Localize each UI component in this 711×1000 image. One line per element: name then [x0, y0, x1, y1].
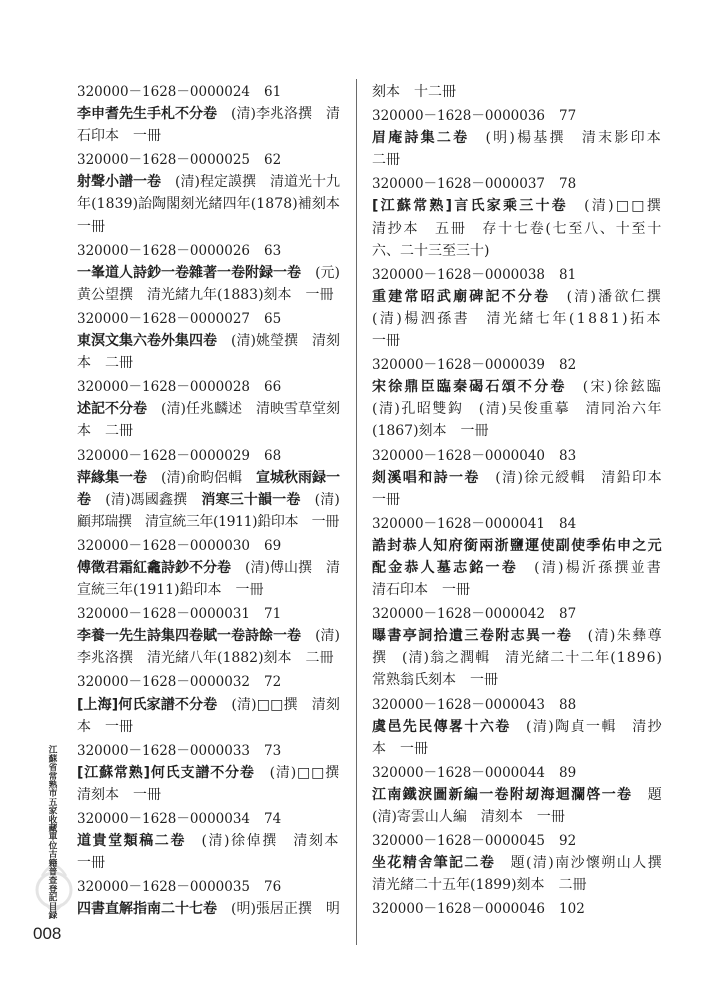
entry-line [372, 467, 663, 489]
record-id: 320000－1628－0000034 [77, 811, 251, 827]
sequence-number: 71 [264, 606, 282, 623]
entry-line [372, 852, 663, 874]
entry-text: (清)朱彝尊 [572, 628, 663, 645]
sequence-number: 68 [264, 447, 282, 464]
catalog-entry [77, 240, 340, 306]
entry-line [77, 647, 340, 669]
record-id: 320000－1628－0000046 [372, 901, 546, 918]
entry-title: 曝書亭詞拾遺三卷附志異一卷 [372, 628, 573, 645]
entry-line [77, 898, 340, 920]
catalog-entry [77, 445, 340, 533]
entry-title: 宋徐鼎臣臨秦碣石頌不分卷 [372, 379, 567, 396]
entry-line [372, 579, 663, 601]
entry-line [372, 218, 663, 240]
entry-text: (清)程定謨撰 清道光十九 [161, 174, 340, 191]
entry-title: 道貴堂類稿二卷 [77, 833, 186, 850]
entry-text: 顧邦瑞撰 清宣統三年(1911)鉛印本 一冊 [77, 513, 339, 530]
entry-text: 石印本 一冊 [77, 128, 161, 145]
entry-line [77, 352, 340, 374]
entry-line [77, 330, 340, 352]
catalog-entry [77, 535, 340, 601]
record-id-line [77, 240, 340, 262]
entry-text: (清)任兆麟述 清映雪草堂刻 [147, 401, 340, 418]
entry-line [77, 852, 340, 874]
entry-text: (清)李兆洛撰 清 [217, 106, 340, 123]
entry-line [77, 716, 340, 738]
catalog-entry [372, 830, 663, 896]
entry-line [372, 240, 663, 262]
entry-text: (清)□□撰 清刻 [217, 696, 340, 713]
record-id: 320000－1628－0000035 [77, 879, 251, 896]
entry-text: 一冊 [372, 491, 400, 508]
entry-text: (清)孔昭雙鈎 (清)吴俊重摹 清同治六年 [372, 401, 663, 418]
entry-title: [江蘇常熟]何氏支譜不分卷 [77, 764, 255, 781]
record-id-line [372, 445, 663, 467]
record-id-line [372, 694, 663, 716]
entry-line [372, 669, 663, 691]
record-id-line [77, 445, 340, 467]
entry-text: (清)俞畇侶輯 [147, 469, 256, 486]
record-id-line [77, 603, 340, 625]
entry-text: 清光緒二十五年(1899)刻本 二冊 [372, 877, 587, 894]
record-id-line [372, 898, 663, 920]
running-head: 江蘇省常熟市五家收藏單位古籍普查登記目録 [47, 745, 57, 919]
sequence-number: 76 [264, 879, 282, 896]
entry-text: (清)潘欲仁撰 [550, 288, 663, 305]
entry-line [372, 376, 663, 398]
entry-text: 黄公望撰 清光緒九年(1883)刻本 一冊 [77, 286, 334, 303]
record-id: 320000－1628－0000029 [77, 447, 251, 464]
sequence-number: 65 [264, 310, 282, 327]
record-id-line [372, 354, 663, 376]
entry-title: 傅徵君霜紅龕詩鈔不分卷 [77, 559, 232, 576]
entry-title: [上海]何氏家譜不分卷 [77, 696, 218, 713]
record-id: 320000－1628－0000038 [372, 266, 546, 283]
sequence-number: 102 [559, 901, 585, 918]
record-id-line [372, 264, 663, 286]
entry-line [372, 420, 663, 442]
entry-title: 剡溪唱和詩一卷 [372, 469, 480, 486]
entry-line [77, 625, 340, 647]
entry-line [372, 557, 663, 579]
sequence-number: 63 [264, 242, 282, 259]
entry-text: (清)傅山撰 清 [231, 559, 340, 576]
record-id-line [372, 762, 663, 784]
catalog-entry [372, 762, 663, 828]
entry-title: 江南鐵淚圖新編一卷附刼海迴瀾啓一卷 [372, 786, 633, 803]
record-id: 320000－1628－0000042 [372, 606, 546, 623]
sequence-number: 73 [264, 742, 282, 759]
record-id-line [372, 513, 663, 535]
catalog-entry [77, 740, 340, 806]
entry-text: (明)張居正撰 明 [217, 901, 340, 918]
record-id-line [372, 603, 663, 625]
entry-text: 本 一冊 [372, 740, 428, 757]
entry-text: (清)徐倬撰 清刻本 [185, 833, 340, 850]
entry-line [372, 398, 663, 420]
catalog-entry [77, 876, 340, 920]
entry-line [372, 127, 663, 149]
sequence-number: 74 [264, 811, 282, 827]
catalog-entry [372, 898, 663, 920]
entry-line [372, 81, 663, 103]
entry-title: 消寒三十韻一卷 [201, 491, 301, 508]
entry-text: (清)馮國鑫撰 [91, 491, 202, 508]
record-id: 320000－1628－0000045 [372, 833, 546, 850]
entry-line [77, 557, 340, 579]
entry-line [77, 694, 340, 716]
entry-text: 一冊 [372, 333, 400, 350]
entry-title: 誥封恭人知府銜兩浙鹽運使副使季佑申之元 [372, 537, 663, 554]
sequence-number: 83 [559, 447, 577, 464]
entry-line [372, 625, 663, 647]
entry-title: 東溟文集六卷外集四卷 [77, 333, 218, 350]
entry-line [372, 806, 663, 828]
sequence-number: 89 [559, 764, 577, 781]
entry-continuation [372, 81, 663, 103]
entry-text: 本 二冊 [77, 423, 133, 440]
entry-line [77, 171, 340, 193]
catalog-entry [77, 376, 340, 442]
record-id-line [77, 876, 340, 898]
record-id: 320000－1628－0000040 [372, 447, 546, 464]
record-id: 320000－1628－0000026 [77, 242, 251, 259]
entry-line [77, 784, 340, 806]
catalog-entry [372, 513, 663, 601]
record-id: 320000－1628－0000039 [372, 357, 546, 374]
entry-line [372, 489, 663, 511]
catalog-entry [372, 445, 663, 511]
sequence-number: 84 [559, 515, 577, 532]
entry-text: (清)楊沂孫撰並書 [517, 559, 663, 576]
entry-line [77, 125, 340, 147]
entry-text: 六、二十三至三十) [372, 242, 490, 259]
entry-title: [江蘇常熟]言氏家乘三十卷 [372, 198, 568, 215]
entry-text: 本 一冊 [77, 718, 133, 735]
record-id: 320000－1628－0000044 [372, 764, 546, 781]
record-id: 320000－1628－0000041 [372, 515, 546, 532]
entry-line [372, 330, 663, 352]
record-id: 320000－1628－0000043 [372, 696, 546, 713]
entry-text: (清)姚瑩撰 清刻 [217, 333, 340, 350]
entry-text: (宋)徐鉉臨 [566, 379, 663, 396]
entry-text: 題 [632, 786, 663, 803]
entry-title: 李申耆先生手札不分卷 [77, 106, 218, 123]
entry-line [77, 467, 340, 489]
entry-line [77, 762, 340, 784]
entry-line [77, 420, 340, 442]
record-id: 320000－1628－0000037 [372, 176, 546, 193]
entry-text: 清刻本 一冊 [77, 786, 161, 803]
entry-line [372, 308, 663, 330]
record-id-line [77, 535, 340, 557]
catalog-entry [77, 808, 340, 874]
entry-text: 一冊 [77, 218, 105, 235]
entry-text: 題(清)南沙懷朔山人撰 [495, 855, 663, 872]
entry-line [372, 738, 663, 760]
entry-title: 李養一先生詩集四卷賦一卷詩餘一卷 [77, 628, 302, 645]
entry-text: 一冊 [77, 855, 105, 872]
catalog-entry [77, 308, 340, 374]
entry-text: (清) [300, 491, 340, 508]
entry-text: (清)寄雲山人編 清刻本 一冊 [372, 809, 565, 825]
entry-text: 年(1839)詒陶閣刻光緒四年(1878)補刻本 [77, 196, 340, 213]
entry-text: 清抄本 五冊 存十七卷(七至八、十至十 [372, 220, 663, 237]
entry-text: (清)□□撰 [567, 198, 663, 215]
catalog-entry [372, 264, 663, 352]
sequence-number: 81 [559, 266, 577, 283]
entry-text: 刻本 十二冊 [372, 84, 456, 100]
sequence-number: 62 [264, 152, 282, 169]
entry-line [77, 103, 340, 125]
entry-line [77, 489, 340, 511]
record-id-line [77, 81, 340, 103]
sequence-number: 69 [264, 537, 282, 554]
catalog-column-left [77, 81, 340, 922]
entry-line [77, 511, 340, 533]
catalog-entry [372, 354, 663, 442]
record-id-line [372, 173, 663, 195]
entry-line [77, 284, 340, 306]
sequence-number: 78 [559, 176, 577, 193]
catalog-entry [77, 603, 340, 669]
entry-text: (清)楊泗孫書 清光緒七年(1881)拓本 [372, 310, 663, 327]
catalog-entry [372, 603, 663, 691]
entry-text: (清)徐元綬輯 清鉛印本 [479, 469, 663, 486]
entry-title: 坐花精舍筆記二卷 [372, 855, 496, 872]
record-id-line [372, 830, 663, 852]
catalog-entry [372, 105, 663, 171]
entry-title: 一峯道人詩鈔一卷雜著一卷附録一卷 [77, 264, 302, 281]
page-number: 008 [33, 924, 62, 943]
record-id: 320000－1628－0000028 [77, 379, 251, 396]
catalog-entry [77, 81, 340, 147]
catalog-entry [372, 173, 663, 261]
entry-title: 宣城秋雨録一 [255, 469, 340, 486]
entry-title: 射聲小譜一卷 [77, 174, 162, 191]
record-id: 320000－1628－0000027 [77, 310, 251, 327]
entry-line [372, 286, 663, 308]
entry-title: 重建常昭武廟碑記不分卷 [372, 288, 551, 305]
entry-line [372, 195, 663, 217]
catalog-column-right [372, 81, 663, 922]
entry-line [372, 716, 663, 738]
record-id-line [77, 376, 340, 398]
entry-text: (清) [301, 628, 340, 645]
record-id-line [372, 105, 663, 127]
sequence-number: 66 [264, 379, 282, 396]
column-divider [356, 79, 357, 945]
entry-line [77, 216, 340, 238]
entry-line [77, 579, 340, 601]
record-id-line [77, 149, 340, 171]
entry-text: (1867)刻本 一冊 [372, 423, 489, 440]
entry-line [372, 647, 663, 669]
entry-line [77, 193, 340, 215]
sequence-number: 77 [559, 108, 577, 125]
record-id-line [77, 308, 340, 330]
sequence-number: 92 [559, 833, 577, 850]
entry-title: 萍緣集一卷 [77, 469, 148, 486]
sequence-number: 61 [264, 84, 282, 100]
entry-text: (清)陶貞一輯 清抄 [510, 718, 663, 735]
sequence-number: 87 [559, 606, 577, 623]
record-id: 320000－1628－0000025 [77, 152, 251, 169]
entry-text: 李兆洛撰 清光緒八年(1882)刻本 二冊 [77, 650, 334, 667]
record-id-line [77, 740, 340, 762]
entry-text: 宣統三年(1911)鉛印本 一冊 [77, 582, 264, 599]
entry-text: 撰 (清)翁之潤輯 清光緒二十二年(1896) [372, 650, 663, 667]
record-id-line [77, 808, 340, 830]
entry-line [372, 874, 663, 896]
entry-text: (清)□□撰 [254, 764, 340, 781]
catalog-entry [77, 671, 340, 737]
entry-text: 本 二冊 [77, 355, 133, 372]
catalog-entry [77, 149, 340, 237]
entry-text: (元) [301, 264, 340, 281]
entry-line [77, 830, 340, 852]
entry-line [372, 535, 663, 557]
record-id: 320000－1628－0000032 [77, 674, 251, 691]
entry-title: 卷 [77, 491, 92, 508]
entry-line [77, 398, 340, 420]
entry-line [372, 149, 663, 171]
entry-line [77, 262, 340, 284]
record-id: 320000－1628－0000030 [77, 537, 251, 554]
record-id: 320000－1628－0000024 [77, 84, 251, 100]
entry-text: 清石印本 一冊 [372, 582, 470, 599]
catalog-entry [372, 694, 663, 760]
entry-title: 述記不分卷 [77, 401, 148, 418]
entry-text: 常熟翁氏刻本 一冊 [372, 672, 498, 689]
sequence-number: 72 [264, 674, 282, 691]
entry-line [372, 784, 663, 806]
sequence-number: 88 [559, 696, 577, 713]
sequence-number: 82 [559, 357, 577, 374]
entry-title: 眉庵詩集二卷 [372, 130, 470, 147]
record-id-line [77, 671, 340, 693]
record-id: 320000－1628－0000031 [77, 606, 251, 623]
entry-title: 配金恭人墓志銘一卷 [372, 559, 518, 576]
entry-text: (明)楊基撰 清末影印本 [469, 130, 663, 147]
entry-title: 虞邑先民傳畧十六卷 [372, 718, 511, 735]
record-id: 320000－1628－0000033 [77, 742, 251, 759]
record-id: 320000－1628－0000036 [372, 108, 546, 125]
entry-title: 四書直解指南二十七卷 [77, 901, 217, 918]
entry-text: 二冊 [372, 152, 400, 169]
